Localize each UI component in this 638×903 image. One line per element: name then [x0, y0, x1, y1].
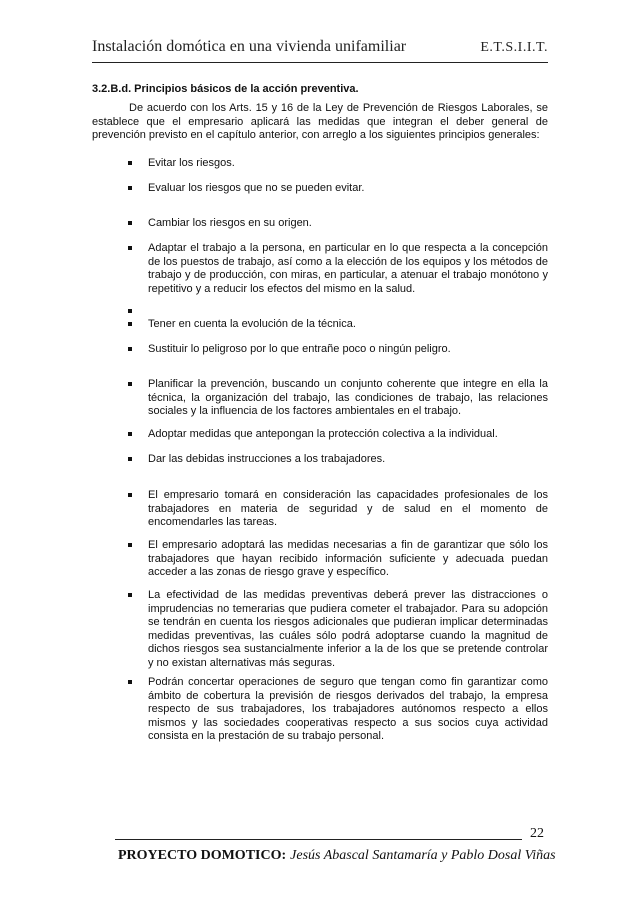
list-item-text: Podrán concertar operaciones de seguro que tengan como fin garantizar como ámbito de cobertura la previsión de riesgos derivados del trabajo, la empresa respecto de sus trabajadores, los trabajadores autónomos respecto a ellos mismos y las sociedades cooperativas respecto a sus socios cuya actividad consista en la prestación de su trabajo personal.: [148, 676, 548, 742]
list-item-text: El empresario adoptará las medidas necesarias a fin de garantizar que sólo los trabajadores que hayan recibido información suficiente y adecuada puedan acceder a las zonas de riesgo grave y específico.: [148, 539, 548, 578]
section-title: 3.2.B.d. Principios básicos de la acción preventiva.: [92, 83, 359, 95]
bullet-icon: [128, 432, 132, 436]
list-item-text: Planificar la prevención, buscando un conjunto coherente que integre en ella la técnica, la organización del trabajo, las condiciones de trabajo, las relaciones sociales y la influencia de los factores ambientales en el trabajo.: [148, 378, 548, 417]
list-item: [148, 343, 548, 357]
bullet-icon: [128, 309, 132, 313]
list-item: [148, 217, 548, 231]
list-item-text: Cambiar los riesgos en su origen.: [148, 217, 312, 229]
footer-project-label: PROYECTO DOMOTICO:: [118, 848, 287, 863]
bullet-icon: [128, 221, 132, 225]
list-item: [148, 539, 548, 580]
list-item: [148, 242, 548, 296]
list-item: [148, 182, 548, 196]
list-item-text: Sustituir lo peligroso por lo que entrañe poco o ningún peligro.: [148, 343, 451, 355]
list-item: [148, 589, 548, 670]
header-title: Instalación domótica en una vivienda unifamiliar: [92, 38, 407, 55]
list-item: [148, 318, 548, 332]
bullet-icon: [128, 161, 132, 165]
bullet-icon: [128, 457, 132, 461]
list-item-text: Tener en cuenta la evolución de la técnica.: [148, 318, 356, 330]
list-item-text: Evaluar los riesgos que no se pueden evitar.: [148, 182, 365, 194]
list-item: [148, 489, 548, 530]
bullet-icon: [128, 493, 132, 497]
list-item: [148, 453, 548, 467]
bullet-icon: [128, 382, 132, 386]
list-item-text: Evitar los riesgos.: [148, 157, 235, 169]
bullet-icon: [128, 347, 132, 351]
intro-paragraph: De acuerdo con los Arts. 15 y 16 de la Ley de Prevención de Riesgos Laborales, se establece que el empresario aplicará las medidas que integran el deber general de prevención previsto en el capítulo anterior, con arreglo a los siguientes principios generales:: [92, 102, 548, 141]
page-number: 22: [530, 826, 544, 841]
bullet-icon: [128, 680, 132, 684]
bullet-icon: [128, 186, 132, 190]
bullet-icon: [128, 246, 132, 250]
list-item-text: Adaptar el trabajo a la persona, en particular en lo que respecta a la concepción de los puestos de trabajo, así como a la elección de los equipos y los métodos de trabajo y de producción, con miras, en particular, a atenuar el trabajo monótono y repetitivo y a reducir los efectos del mismo en la salud.: [148, 242, 548, 295]
list-item-text: Adoptar medidas que antepongan la protección colectiva a la individual.: [148, 428, 498, 440]
list-item-text: La efectividad de las medidas preventivas deberá prever las distracciones o imprudencias no temerarias que pudiera cometer el trabajador. Para su adopción se tendrán en cuenta los riesgos adicionales que pudieran implicar determinadas medidas preventivas, las cuáles sólo podrá adoptarse cuando la magnitud de dichos riesgos sea sustancialmente inferior a la de los que se pretende controlar y no existan alternativas más seguras.: [148, 589, 548, 669]
list-item: [148, 676, 548, 744]
bullet-icon: [128, 322, 132, 326]
footer-authors: Jesús Abascal Santamaría y Pablo Dosal Viñas: [290, 848, 556, 863]
list-item: [148, 378, 548, 419]
list-item-text: El empresario tomará en consideración las capacidades profesionales de los trabajadores en materia de seguridad y de salud en el momento de encomendarles las tareas.: [148, 489, 548, 528]
list-item-text: Dar las debidas instrucciones a los trabajadores.: [148, 453, 386, 465]
bullet-icon: [128, 593, 132, 597]
page-footer: [118, 848, 556, 864]
footer-divider: [115, 839, 522, 840]
header-school: E.T.S.I.I.T.: [480, 40, 548, 55]
page-header: [92, 36, 548, 63]
bullet-icon: [128, 543, 132, 547]
list-item: [148, 157, 548, 171]
list-item: [148, 428, 548, 442]
